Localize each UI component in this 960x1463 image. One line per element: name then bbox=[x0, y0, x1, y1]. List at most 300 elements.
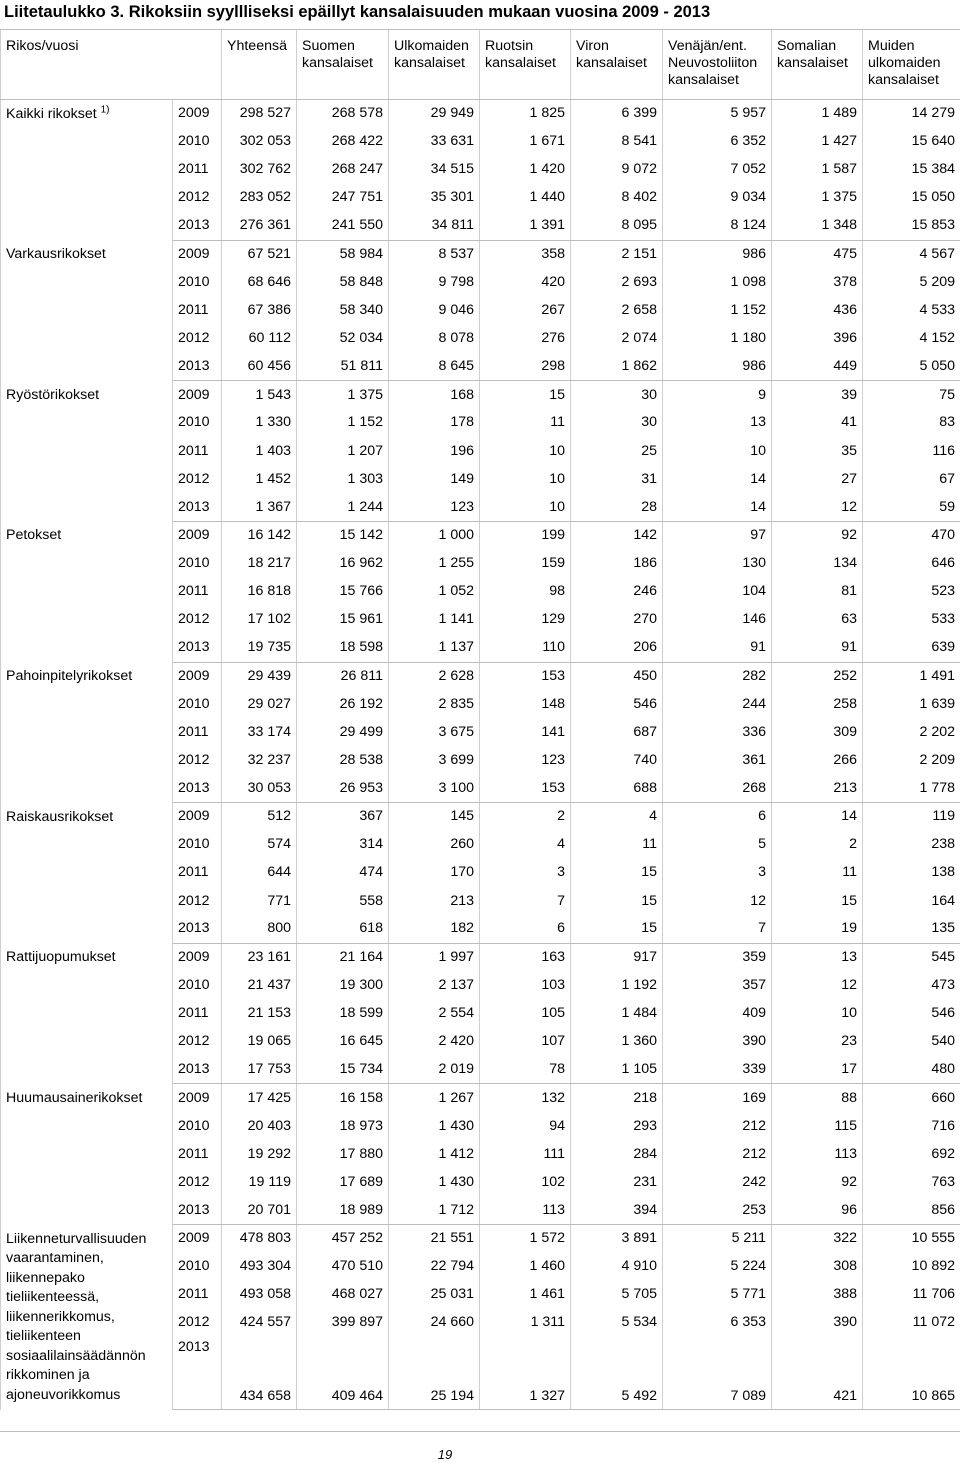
value-cell-estonian: 231 bbox=[571, 1168, 663, 1196]
value-cell-other-foreign: 138 bbox=[863, 859, 960, 887]
value-cell-somali: 63 bbox=[772, 606, 863, 634]
value-cell-foreign: 34 515 bbox=[389, 156, 480, 184]
value-cell-finnish: 268 247 bbox=[297, 156, 389, 184]
value-cell-somali: 388 bbox=[772, 1281, 863, 1309]
value-cell-swedish: 10 bbox=[480, 465, 571, 493]
value-cell-foreign: 29 949 bbox=[389, 100, 480, 128]
value-cell-russian: 1 180 bbox=[663, 325, 772, 353]
value-cell-total: 298 527 bbox=[222, 100, 297, 128]
value-cell-total: 21 437 bbox=[222, 971, 297, 999]
value-cell-swedish: 1 460 bbox=[480, 1253, 571, 1281]
value-cell-somali: 92 bbox=[772, 521, 863, 549]
value-cell-finnish: 18 598 bbox=[297, 634, 389, 662]
value-cell-finnish: 618 bbox=[297, 915, 389, 943]
value-cell-finnish: 268 422 bbox=[297, 128, 389, 156]
value-cell-somali: 252 bbox=[772, 662, 863, 690]
value-cell-finnish: 15 142 bbox=[297, 521, 389, 549]
value-cell-other-foreign: 4 567 bbox=[863, 240, 960, 268]
value-cell-russian: 13 bbox=[663, 409, 772, 437]
value-cell-russian: 268 bbox=[663, 775, 772, 803]
value-cell-somali: 266 bbox=[772, 746, 863, 774]
value-cell-finnish: 15 961 bbox=[297, 606, 389, 634]
value-cell-swedish: 153 bbox=[480, 775, 571, 803]
value-cell-other-foreign: 2 202 bbox=[863, 718, 960, 746]
value-cell-russian: 91 bbox=[663, 634, 772, 662]
value-cell-finnish: 15 766 bbox=[297, 578, 389, 606]
value-cell-russian: 10 bbox=[663, 437, 772, 465]
value-cell-somali: 27 bbox=[772, 465, 863, 493]
value-cell-swedish: 98 bbox=[480, 578, 571, 606]
value-cell-other-foreign: 10 892 bbox=[863, 1253, 960, 1281]
value-cell-foreign: 2 554 bbox=[389, 1000, 480, 1028]
value-cell-total: 1 543 bbox=[222, 381, 297, 409]
value-cell-total: 16 818 bbox=[222, 578, 297, 606]
value-cell-other-foreign: 4 152 bbox=[863, 325, 960, 353]
category-cell bbox=[1, 943, 173, 1084]
value-cell-somali: 449 bbox=[772, 353, 863, 381]
value-cell-russian: 7 052 bbox=[663, 156, 772, 184]
value-cell-foreign: 2 137 bbox=[389, 971, 480, 999]
value-cell-finnish: 1 244 bbox=[297, 493, 389, 521]
year-cell: 2011 bbox=[173, 718, 222, 746]
value-cell-finnish: 16 645 bbox=[297, 1028, 389, 1056]
value-cell-russian: 7 bbox=[663, 915, 772, 943]
value-cell-foreign: 178 bbox=[389, 409, 480, 437]
value-cell-other-foreign: 1 778 bbox=[863, 775, 960, 803]
value-cell-finnish: 474 bbox=[297, 859, 389, 887]
value-cell-total: 18 217 bbox=[222, 550, 297, 578]
value-cell-finnish: 367 bbox=[297, 803, 389, 831]
value-cell-total: 644 bbox=[222, 859, 297, 887]
value-cell-total: 800 bbox=[222, 915, 297, 943]
value-cell-somali: 81 bbox=[772, 578, 863, 606]
value-cell-estonian: 546 bbox=[571, 690, 663, 718]
value-cell-somali: 475 bbox=[772, 240, 863, 268]
value-cell-foreign: 1 712 bbox=[389, 1196, 480, 1224]
value-cell-swedish: 199 bbox=[480, 521, 571, 549]
year-cell: 2013 bbox=[173, 353, 222, 381]
value-cell-russian: 5 771 bbox=[663, 1281, 772, 1309]
value-cell-finnish: 470 510 bbox=[297, 1253, 389, 1281]
value-cell-russian: 6 353 bbox=[663, 1309, 772, 1337]
value-cell-swedish: 163 bbox=[480, 943, 571, 971]
category-label: Huumausainerikokset bbox=[6, 1090, 142, 1106]
value-cell-estonian: 8 541 bbox=[571, 128, 663, 156]
value-cell-russian: 336 bbox=[663, 718, 772, 746]
value-cell-somali: 14 bbox=[772, 803, 863, 831]
value-cell-other-foreign: 67 bbox=[863, 465, 960, 493]
value-cell-somali: 10 bbox=[772, 1000, 863, 1028]
year-cell: 2009 bbox=[173, 662, 222, 690]
value-cell-estonian: 917 bbox=[571, 943, 663, 971]
value-cell-total: 512 bbox=[222, 803, 297, 831]
value-cell-somali: 2 bbox=[772, 831, 863, 859]
year-cell: 2013 bbox=[173, 915, 222, 943]
value-cell-foreign: 2 835 bbox=[389, 690, 480, 718]
value-cell-swedish: 1 311 bbox=[480, 1309, 571, 1337]
year-cell: 2013 bbox=[173, 1337, 222, 1410]
value-cell-total: 283 052 bbox=[222, 184, 297, 212]
year-cell: 2009 bbox=[173, 100, 222, 128]
year-cell: 2010 bbox=[173, 1112, 222, 1140]
value-cell-other-foreign: 135 bbox=[863, 915, 960, 943]
value-cell-somali: 396 bbox=[772, 325, 863, 353]
value-cell-other-foreign: 15 640 bbox=[863, 128, 960, 156]
category-label: Kaikki rikokset bbox=[6, 106, 97, 122]
category-label: Rattijuopumukset bbox=[6, 949, 116, 965]
value-cell-total: 29 439 bbox=[222, 662, 297, 690]
value-cell-finnish: 1 207 bbox=[297, 437, 389, 465]
value-cell-other-foreign: 1 491 bbox=[863, 662, 960, 690]
value-cell-other-foreign: 692 bbox=[863, 1140, 960, 1168]
value-cell-somali: 308 bbox=[772, 1253, 863, 1281]
value-cell-somali: 1 427 bbox=[772, 128, 863, 156]
value-cell-finnish: 241 550 bbox=[297, 212, 389, 240]
value-cell-swedish: 15 bbox=[480, 381, 571, 409]
table-row bbox=[1, 240, 960, 268]
year-cell: 2009 bbox=[173, 1084, 222, 1112]
value-cell-total: 19 065 bbox=[222, 1028, 297, 1056]
year-cell: 2012 bbox=[173, 1028, 222, 1056]
value-cell-swedish: 10 bbox=[480, 437, 571, 465]
value-cell-russian: 242 bbox=[663, 1168, 772, 1196]
value-cell-swedish: 2 bbox=[480, 803, 571, 831]
value-cell-somali: 1 489 bbox=[772, 100, 863, 128]
value-cell-other-foreign: 11 072 bbox=[863, 1309, 960, 1337]
value-cell-other-foreign: 545 bbox=[863, 943, 960, 971]
value-cell-estonian: 11 bbox=[571, 831, 663, 859]
value-cell-finnish: 26 953 bbox=[297, 775, 389, 803]
value-cell-total: 493 304 bbox=[222, 1253, 297, 1281]
value-cell-swedish: 267 bbox=[480, 296, 571, 324]
value-cell-estonian: 293 bbox=[571, 1112, 663, 1140]
value-cell-russian: 5 211 bbox=[663, 1225, 772, 1253]
value-cell-swedish: 110 bbox=[480, 634, 571, 662]
value-cell-russian: 5 957 bbox=[663, 100, 772, 128]
value-cell-other-foreign: 15 050 bbox=[863, 184, 960, 212]
value-cell-somali: 1 587 bbox=[772, 156, 863, 184]
year-cell: 2013 bbox=[173, 493, 222, 521]
value-cell-estonian: 218 bbox=[571, 1084, 663, 1112]
value-cell-somali: 115 bbox=[772, 1112, 863, 1140]
category-cell bbox=[1, 381, 173, 522]
year-cell: 2011 bbox=[173, 156, 222, 184]
value-cell-foreign: 9 798 bbox=[389, 268, 480, 296]
year-cell: 2009 bbox=[173, 803, 222, 831]
value-cell-finnish: 18 599 bbox=[297, 1000, 389, 1028]
value-cell-somali: 12 bbox=[772, 493, 863, 521]
value-cell-other-foreign: 14 279 bbox=[863, 100, 960, 128]
value-cell-somali: 309 bbox=[772, 718, 863, 746]
value-cell-swedish: 1 391 bbox=[480, 212, 571, 240]
value-cell-total: 20 403 bbox=[222, 1112, 297, 1140]
year-cell: 2010 bbox=[173, 690, 222, 718]
value-cell-russian: 1 098 bbox=[663, 268, 772, 296]
value-cell-finnish: 18 989 bbox=[297, 1196, 389, 1224]
value-cell-foreign: 22 794 bbox=[389, 1253, 480, 1281]
value-cell-russian: 97 bbox=[663, 521, 772, 549]
value-cell-swedish: 113 bbox=[480, 1196, 571, 1224]
value-cell-other-foreign: 15 853 bbox=[863, 212, 960, 240]
value-cell-russian: 253 bbox=[663, 1196, 772, 1224]
category-label: Varkausrikokset bbox=[6, 246, 106, 262]
value-cell-total: 574 bbox=[222, 831, 297, 859]
value-cell-other-foreign: 856 bbox=[863, 1196, 960, 1224]
value-cell-russian: 244 bbox=[663, 690, 772, 718]
value-cell-foreign: 1 000 bbox=[389, 521, 480, 549]
value-cell-foreign: 1 430 bbox=[389, 1168, 480, 1196]
category-cell bbox=[1, 1225, 173, 1410]
year-cell: 2012 bbox=[173, 887, 222, 915]
value-cell-swedish: 102 bbox=[480, 1168, 571, 1196]
value-cell-foreign: 1 267 bbox=[389, 1084, 480, 1112]
value-cell-russian: 986 bbox=[663, 240, 772, 268]
value-cell-total: 1 367 bbox=[222, 493, 297, 521]
value-cell-other-foreign: 523 bbox=[863, 578, 960, 606]
value-cell-total: 771 bbox=[222, 887, 297, 915]
value-cell-estonian: 687 bbox=[571, 718, 663, 746]
category-label: Ryöstörikokset bbox=[6, 387, 99, 403]
value-cell-russian: 104 bbox=[663, 578, 772, 606]
value-cell-finnish: 314 bbox=[297, 831, 389, 859]
value-cell-estonian: 270 bbox=[571, 606, 663, 634]
value-cell-somali: 378 bbox=[772, 268, 863, 296]
value-cell-other-foreign: 11 706 bbox=[863, 1281, 960, 1309]
value-cell-other-foreign: 639 bbox=[863, 634, 960, 662]
value-cell-somali: 11 bbox=[772, 859, 863, 887]
table-body bbox=[1, 100, 960, 1410]
data-table bbox=[0, 29, 960, 1410]
page-title: Liitetaulukko 3. Rikoksiin syyllliseksi epäillyt kansalaisuuden mukaan vuosina 2009 - 2013 bbox=[4, 0, 710, 24]
value-cell-other-foreign: 646 bbox=[863, 550, 960, 578]
value-cell-foreign: 145 bbox=[389, 803, 480, 831]
value-cell-other-foreign: 10 865 bbox=[863, 1337, 960, 1410]
value-cell-somali: 134 bbox=[772, 550, 863, 578]
value-cell-estonian: 2 074 bbox=[571, 325, 663, 353]
value-cell-somali: 35 bbox=[772, 437, 863, 465]
value-cell-estonian: 394 bbox=[571, 1196, 663, 1224]
value-cell-estonian: 2 151 bbox=[571, 240, 663, 268]
value-cell-total: 302 053 bbox=[222, 128, 297, 156]
value-cell-estonian: 15 bbox=[571, 887, 663, 915]
value-cell-somali: 23 bbox=[772, 1028, 863, 1056]
value-cell-swedish: 420 bbox=[480, 268, 571, 296]
value-cell-estonian: 688 bbox=[571, 775, 663, 803]
table-row bbox=[1, 521, 960, 549]
year-cell: 2010 bbox=[173, 550, 222, 578]
value-cell-foreign: 2 420 bbox=[389, 1028, 480, 1056]
value-cell-swedish: 7 bbox=[480, 887, 571, 915]
footnote-mark: 1) bbox=[101, 104, 110, 115]
year-cell: 2013 bbox=[173, 1196, 222, 1224]
value-cell-other-foreign: 533 bbox=[863, 606, 960, 634]
value-cell-total: 478 803 bbox=[222, 1225, 297, 1253]
value-cell-swedish: 105 bbox=[480, 1000, 571, 1028]
value-cell-finnish: 58 984 bbox=[297, 240, 389, 268]
value-cell-somali: 12 bbox=[772, 971, 863, 999]
value-cell-russian: 14 bbox=[663, 493, 772, 521]
value-cell-foreign: 149 bbox=[389, 465, 480, 493]
value-cell-other-foreign: 716 bbox=[863, 1112, 960, 1140]
value-cell-swedish: 1 461 bbox=[480, 1281, 571, 1309]
value-cell-estonian: 5 492 bbox=[571, 1337, 663, 1410]
header-row bbox=[1, 30, 960, 100]
value-cell-somali: 1 348 bbox=[772, 212, 863, 240]
value-cell-foreign: 196 bbox=[389, 437, 480, 465]
value-cell-foreign: 21 551 bbox=[389, 1225, 480, 1253]
header-somali: Somalian kansalaiset bbox=[772, 30, 863, 100]
value-cell-swedish: 4 bbox=[480, 831, 571, 859]
table-row bbox=[1, 803, 960, 831]
header-foreign: Ulkomaiden kansalaiset bbox=[389, 30, 480, 100]
value-cell-foreign: 123 bbox=[389, 493, 480, 521]
value-cell-finnish: 58 340 bbox=[297, 296, 389, 324]
year-cell: 2011 bbox=[173, 296, 222, 324]
value-cell-estonian: 450 bbox=[571, 662, 663, 690]
value-cell-other-foreign: 5 050 bbox=[863, 353, 960, 381]
value-cell-total: 17 425 bbox=[222, 1084, 297, 1112]
value-cell-swedish: 94 bbox=[480, 1112, 571, 1140]
value-cell-total: 1 452 bbox=[222, 465, 297, 493]
value-cell-russian: 6 352 bbox=[663, 128, 772, 156]
value-cell-russian: 130 bbox=[663, 550, 772, 578]
table-header bbox=[1, 30, 960, 100]
value-cell-finnish: 19 300 bbox=[297, 971, 389, 999]
value-cell-finnish: 28 538 bbox=[297, 746, 389, 774]
value-cell-other-foreign: 119 bbox=[863, 803, 960, 831]
value-cell-somali: 390 bbox=[772, 1309, 863, 1337]
value-cell-swedish: 107 bbox=[480, 1028, 571, 1056]
value-cell-foreign: 182 bbox=[389, 915, 480, 943]
year-cell: 2010 bbox=[173, 128, 222, 156]
value-cell-foreign: 1 137 bbox=[389, 634, 480, 662]
value-cell-russian: 361 bbox=[663, 746, 772, 774]
value-cell-other-foreign: 2 209 bbox=[863, 746, 960, 774]
value-cell-estonian: 15 bbox=[571, 859, 663, 887]
value-cell-foreign: 34 811 bbox=[389, 212, 480, 240]
value-cell-russian: 409 bbox=[663, 1000, 772, 1028]
value-cell-finnish: 457 252 bbox=[297, 1225, 389, 1253]
value-cell-somali: 322 bbox=[772, 1225, 863, 1253]
table-row bbox=[1, 381, 960, 409]
value-cell-total: 60 112 bbox=[222, 325, 297, 353]
year-cell: 2009 bbox=[173, 521, 222, 549]
category-label: Raiskausrikokset bbox=[6, 809, 113, 825]
value-cell-estonian: 30 bbox=[571, 409, 663, 437]
value-cell-foreign: 8 078 bbox=[389, 325, 480, 353]
year-cell: 2011 bbox=[173, 1140, 222, 1168]
value-cell-total: 302 762 bbox=[222, 156, 297, 184]
year-cell: 2009 bbox=[173, 240, 222, 268]
value-cell-foreign: 35 301 bbox=[389, 184, 480, 212]
value-cell-other-foreign: 480 bbox=[863, 1056, 960, 1084]
table-row bbox=[1, 1084, 960, 1112]
category-cell bbox=[1, 662, 173, 803]
value-cell-foreign: 1 412 bbox=[389, 1140, 480, 1168]
value-cell-finnish: 17 880 bbox=[297, 1140, 389, 1168]
value-cell-finnish: 51 811 bbox=[297, 353, 389, 381]
year-cell: 2011 bbox=[173, 1000, 222, 1028]
value-cell-foreign: 170 bbox=[389, 859, 480, 887]
value-cell-swedish: 11 bbox=[480, 409, 571, 437]
value-cell-finnish: 52 034 bbox=[297, 325, 389, 353]
value-cell-somali: 17 bbox=[772, 1056, 863, 1084]
value-cell-estonian: 284 bbox=[571, 1140, 663, 1168]
value-cell-total: 424 557 bbox=[222, 1309, 297, 1337]
value-cell-swedish: 1 327 bbox=[480, 1337, 571, 1410]
year-cell: 2012 bbox=[173, 325, 222, 353]
value-cell-total: 1 403 bbox=[222, 437, 297, 465]
value-cell-estonian: 1 105 bbox=[571, 1056, 663, 1084]
year-cell: 2012 bbox=[173, 184, 222, 212]
value-cell-finnish: 16 158 bbox=[297, 1084, 389, 1112]
value-cell-estonian: 1 192 bbox=[571, 971, 663, 999]
page-number: 19 bbox=[430, 1447, 460, 1462]
value-cell-somali: 96 bbox=[772, 1196, 863, 1224]
value-cell-foreign: 33 631 bbox=[389, 128, 480, 156]
value-cell-other-foreign: 164 bbox=[863, 887, 960, 915]
value-cell-russian: 212 bbox=[663, 1140, 772, 1168]
value-cell-foreign: 2 628 bbox=[389, 662, 480, 690]
value-cell-estonian: 1 484 bbox=[571, 1000, 663, 1028]
year-cell: 2010 bbox=[173, 831, 222, 859]
value-cell-swedish: 10 bbox=[480, 493, 571, 521]
value-cell-somali: 91 bbox=[772, 634, 863, 662]
value-cell-russian: 986 bbox=[663, 353, 772, 381]
value-cell-russian: 339 bbox=[663, 1056, 772, 1084]
value-cell-foreign: 1 052 bbox=[389, 578, 480, 606]
year-cell: 2012 bbox=[173, 1309, 222, 1337]
value-cell-estonian: 1 862 bbox=[571, 353, 663, 381]
value-cell-total: 60 456 bbox=[222, 353, 297, 381]
value-cell-russian: 169 bbox=[663, 1084, 772, 1112]
page-footer-rule bbox=[0, 1431, 960, 1463]
value-cell-finnish: 17 689 bbox=[297, 1168, 389, 1196]
header-other-foreign: Muiden ulkomaiden kansalaiset bbox=[863, 30, 960, 100]
value-cell-estonian: 186 bbox=[571, 550, 663, 578]
value-cell-estonian: 2 658 bbox=[571, 296, 663, 324]
value-cell-swedish: 153 bbox=[480, 662, 571, 690]
value-cell-estonian: 30 bbox=[571, 381, 663, 409]
value-cell-total: 17 102 bbox=[222, 606, 297, 634]
value-cell-foreign: 3 675 bbox=[389, 718, 480, 746]
value-cell-finnish: 16 962 bbox=[297, 550, 389, 578]
category-cell bbox=[1, 240, 173, 381]
year-cell: 2012 bbox=[173, 606, 222, 634]
value-cell-somali: 13 bbox=[772, 943, 863, 971]
year-cell: 2010 bbox=[173, 1253, 222, 1281]
value-cell-finnish: 26 811 bbox=[297, 662, 389, 690]
value-cell-finnish: 21 164 bbox=[297, 943, 389, 971]
value-cell-total: 29 027 bbox=[222, 690, 297, 718]
value-cell-foreign: 1 255 bbox=[389, 550, 480, 578]
year-cell: 2011 bbox=[173, 437, 222, 465]
value-cell-total: 67 386 bbox=[222, 296, 297, 324]
value-cell-estonian: 142 bbox=[571, 521, 663, 549]
value-cell-foreign: 8 645 bbox=[389, 353, 480, 381]
value-cell-somali: 19 bbox=[772, 915, 863, 943]
value-cell-finnish: 18 973 bbox=[297, 1112, 389, 1140]
value-cell-swedish: 148 bbox=[480, 690, 571, 718]
value-cell-finnish: 1 303 bbox=[297, 465, 389, 493]
value-cell-finnish: 247 751 bbox=[297, 184, 389, 212]
value-cell-finnish: 26 192 bbox=[297, 690, 389, 718]
value-cell-russian: 359 bbox=[663, 943, 772, 971]
value-cell-total: 16 142 bbox=[222, 521, 297, 549]
value-cell-somali: 436 bbox=[772, 296, 863, 324]
value-cell-finnish: 468 027 bbox=[297, 1281, 389, 1309]
value-cell-estonian: 25 bbox=[571, 437, 663, 465]
